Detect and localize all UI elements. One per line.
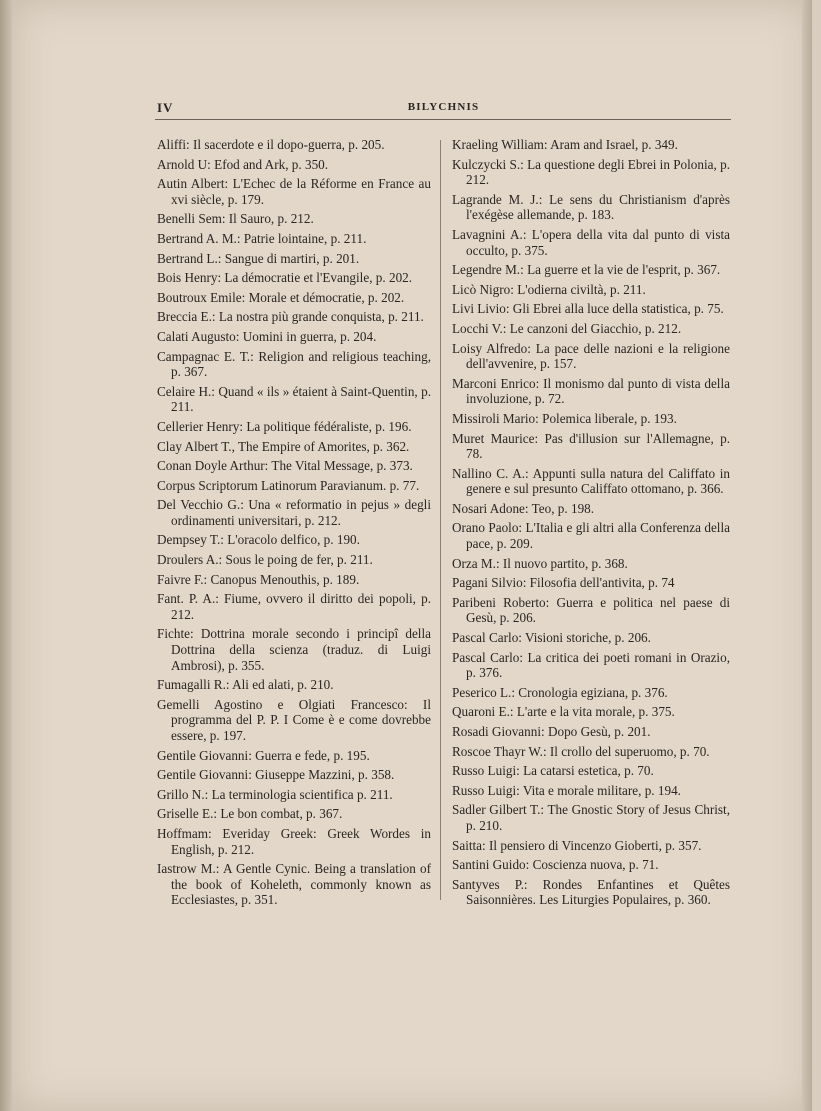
- index-entry: Boutroux Emile: Morale et démocratie, p. 202.: [157, 289, 405, 305]
- index-column-left: [157, 137, 431, 912]
- index-entry: Calati Augusto: Uomini in guerra, p. 204.: [157, 328, 377, 344]
- index-entry: Rosadi Giovanni: Dopo Gesù, p. 201.: [452, 724, 651, 739]
- index-entry: Fumagalli R.: Ali ed alati, p. 210.: [157, 677, 334, 693]
- index-entry: Bertrand A. M.: Patrie lointaine, p. 211.: [157, 230, 367, 246]
- index-entry: Gentile Giovanni: Giuseppe Mazzini, p. 358.: [157, 767, 395, 783]
- index-entry: Fant. P. A.: Fiume, ovvero il diritto dei popoli, p. 212.: [157, 591, 431, 622]
- index-entry: Orano Paolo: L'Italia e gli altri alla Conferenza della pace, p. 209.: [452, 520, 730, 552]
- index-entry: Sadler Gilbert T.: The Gnostic Story of Jesus Christ, p. 210.: [452, 802, 730, 833]
- index-entry: Marconi Enrico: Il monismo dal punto di vista della involuzione, p. 72.: [452, 375, 730, 407]
- index-entry: Quaroni E.: L'arte e la vita morale, p. 375.: [452, 704, 675, 720]
- index-entry: Locchi V.: Le canzoni del Giacchio, p. 212.: [452, 320, 682, 336]
- index-entry: Benelli Sem: Il Sauro, p. 212.: [157, 211, 314, 227]
- index-entry: Grillo N.: La terminologia scientifica p. 211.: [157, 786, 393, 802]
- index-entry: Del Vecchio G.: Una « reformatio in pejus » degli ordinamenti universitari, p. 212.: [157, 497, 431, 528]
- index-entry: Nosari Adone: Teo, p. 198.: [452, 500, 595, 516]
- index-entry: Bertrand L.: Sangue di martiri, p. 201.: [157, 250, 360, 266]
- index-entry: Fichte: Dottrina morale secondo i principî della Dottrina della scienza (traduz. di Luigi Ambrosi), p. 355.: [157, 626, 431, 673]
- index-entry: Corpus Scriptorum Latinorum Paravianum. p. 77.: [157, 477, 420, 493]
- index-entry: Missiroli Mario: Polemica liberale, p. 193.: [452, 410, 677, 426]
- index-entry: Pascal Carlo: La critica dei poeti romani in Orazio, p. 376.: [452, 649, 730, 681]
- index-entry: Conan Doyle Arthur: The Vital Message, p. 373.: [157, 458, 413, 474]
- index-entry: Paribeni Roberto: Guerra e politica nel paese di Gesù, p. 206.: [452, 594, 730, 626]
- index-entry: Celaire H.: Quand « ils » étaient à Saint-Quentin, p. 211.: [157, 383, 431, 415]
- index-entry: Gemelli Agostino e Olgiati Francesco: Il programma del P. P. I Come è e come dovrebbe essere, p. 197.: [157, 696, 431, 743]
- index-entry: Lavagnini A.: L'opera della vita dal punto di vista occulto, p. 375.: [452, 226, 730, 258]
- index-entry: Livi Livio: Gli Ebrei alla luce della statistica, p. 75.: [452, 301, 724, 317]
- index-entry: Roscoe Thayr W.: Il crollo del superuomo, p. 70.: [452, 743, 710, 759]
- column-divider: [440, 140, 441, 900]
- index-entry: Santyves P.: Rondes Enfantines et Quêtes Saisonnières. Les Liturgies Populaires, p. 360.: [452, 876, 730, 908]
- page-right-edge: [802, 0, 812, 1111]
- index-entry: Dempsey T.: L'oracolo delfico, p. 190.: [157, 532, 360, 548]
- index-entry: Iastrow M.: A Gentle Cynic. Being a translation of the book of Koheleth, commonly known as Ecclesiastes, p. 351.: [157, 861, 431, 908]
- index-entry: Russo Luigi: Vita e morale militare, p. 194.: [452, 782, 681, 798]
- index-entry: Legendre M.: La guerre et la vie de l'esprit, p. 367.: [452, 262, 721, 278]
- index-entry: Arnold U: Efod and Ark, p. 350.: [157, 156, 329, 172]
- index-entry: Pascal Carlo: Visioni storiche, p. 206.: [452, 630, 651, 646]
- index-entry: Faivre F.: Canopus Menouthis, p. 189.: [157, 571, 360, 587]
- index-entry: Russo Luigi: La catarsi estetica, p. 70.: [452, 763, 654, 779]
- index-entry: Aliffi: Il sacerdote e il dopo-guerra, p. 205.: [157, 137, 385, 152]
- index-entry: Santini Guido: Coscienza nuova, p. 71.: [452, 857, 659, 873]
- page-number: IV: [157, 100, 174, 115]
- index-entry: Clay Albert T., The Empire of Amorites, p. 362.: [157, 438, 410, 454]
- index-entry: Licò Nigro: L'odierna civiltà, p. 211.: [452, 281, 646, 297]
- index-entry: Peserico L.: Cronologia egiziana, p. 376.: [452, 684, 668, 700]
- index-entry: Nallino C. A.: Appunti sulla natura del Califfato in genere e sul presunto Califfato ottomano, p. 366.: [452, 465, 730, 497]
- index-entry: Autin Albert: L'Echec de la Réforme en France au xvi siècle, p. 179.: [157, 176, 431, 207]
- index-entry: Gentile Giovanni: Guerra e fede, p. 195.: [157, 747, 370, 763]
- index-entry: Hoffmam: Everiday Greek: Greek Wordes in English, p. 212.: [157, 825, 431, 857]
- header-rule: [155, 119, 731, 120]
- page-binding-edge: [0, 0, 12, 1111]
- index-entry: Kraeling William: Aram and Israel, p. 349.: [452, 137, 678, 152]
- index-entry: Droulers A.: Sous le poing de fer, p. 211.: [157, 552, 373, 568]
- running-title: BILYCHNIS: [407, 101, 480, 113]
- index-entry: Saitta: Il pensiero di Vincenzo Gioberti, p. 357.: [452, 837, 702, 853]
- index-entry: Bois Henry: La démocratie et l'Evangile, p. 202.: [157, 270, 413, 286]
- index-entry: Breccia E.: La nostra più grande conquista, p. 211.: [157, 309, 424, 325]
- index-entry: Orza M.: Il nuovo partito, p. 368.: [452, 555, 628, 571]
- page-header: [157, 100, 730, 120]
- index-entry: Griselle E.: Le bon combat, p. 367.: [157, 806, 343, 822]
- index-entry: Pagani Silvio: Filosofia dell'antivita, p. 74: [452, 575, 675, 591]
- index-column-right: [452, 137, 730, 912]
- index-entry: Kulczycki S.: La questione degli Ebrei in Polonia, p. 212.: [452, 156, 730, 188]
- index-entry: Muret Maurice: Pas d'illusion sur l'Allemagne, p. 78.: [452, 430, 730, 462]
- index-entry: Loisy Alfredo: La pace delle nazioni e la religione dell'avvenire, p. 157.: [452, 340, 730, 372]
- index-entry: Campagnac E. T.: Religion and religious teaching, p. 367.: [157, 348, 431, 380]
- index-entry: Lagrande M. J.: Le sens du Christianism d'après l'exégèse allemande, p. 183.: [452, 191, 730, 223]
- index-entry: Cellerier Henry: La politique fédéraliste, p. 196.: [157, 418, 412, 434]
